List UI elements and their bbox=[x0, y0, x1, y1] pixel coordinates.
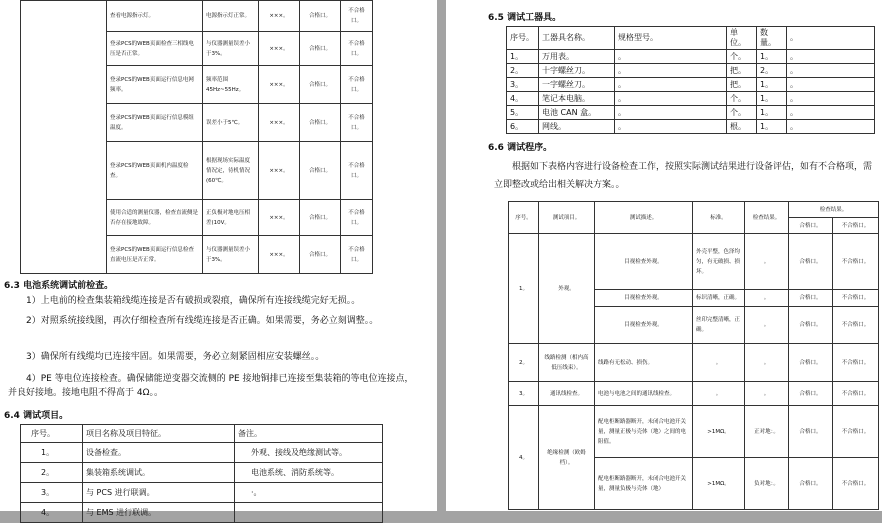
procedure-standard: 丝印完整清晰，正确。 bbox=[693, 307, 745, 344]
tool-unit: 把。 bbox=[727, 78, 757, 92]
tool-name: 笔记本电脑。 bbox=[539, 92, 615, 106]
tool-unit: 根。 bbox=[727, 120, 757, 134]
fail-checkbox[interactable]: 不合格口。 bbox=[341, 32, 373, 66]
check-result: ×××。 bbox=[259, 236, 300, 274]
fail-checkbox[interactable]: 不合格口。 bbox=[341, 104, 373, 142]
item-name: 与 EMS 进行联调。 bbox=[83, 503, 235, 523]
procedure-description: 电池与电池之间的通讯线检查。 bbox=[595, 382, 693, 406]
check-result: ×××。 bbox=[259, 200, 300, 236]
check-result: ×××。 bbox=[259, 1, 300, 32]
column-header: 项目名称及项目特征。 bbox=[83, 425, 235, 443]
check-result: ×××。 bbox=[259, 66, 300, 104]
table-row bbox=[509, 406, 879, 458]
merged-cell bbox=[21, 1, 107, 274]
tool-extra: 。 bbox=[787, 78, 875, 92]
tool-unit: 个。 bbox=[727, 106, 757, 120]
procedure-item: 绝缘检测（欧姆档）。 bbox=[539, 406, 595, 510]
tool-model: 。 bbox=[615, 78, 727, 92]
check-result: ×××。 bbox=[259, 104, 300, 142]
document-page-right bbox=[446, 0, 882, 511]
tool-model: 。 bbox=[615, 64, 727, 78]
tool-extra: 。 bbox=[787, 50, 875, 64]
inverter-check-table bbox=[20, 0, 373, 274]
test-items-table bbox=[20, 424, 383, 523]
procedure-result: 。 bbox=[745, 344, 789, 382]
column-header: 规格型号。 bbox=[615, 27, 727, 50]
check-item: 查看电源指示灯。 bbox=[107, 1, 203, 32]
procedure-table bbox=[508, 201, 879, 510]
fail-checkbox[interactable]: 不合格口。 bbox=[833, 458, 879, 510]
check-item: 登录PCS的WEB页面运行信息电网频率。 bbox=[107, 66, 203, 104]
tool-extra: 。 bbox=[787, 64, 875, 78]
column-header: 序号。 bbox=[21, 425, 83, 443]
table-row bbox=[509, 234, 879, 290]
document-page-left bbox=[0, 0, 437, 517]
section-heading-6-3: 6.3 电池系统调试前检查。 bbox=[4, 281, 114, 291]
fail-checkbox[interactable]: 不合格口。 bbox=[341, 200, 373, 236]
tool-model: 。 bbox=[615, 50, 727, 64]
pass-checkbox[interactable]: 合格口。 bbox=[789, 290, 833, 307]
procedure-standard: 标识清晰，正确。 bbox=[693, 290, 745, 307]
item-note: 外观、接线及绝缘测试等。 bbox=[235, 443, 383, 463]
procedure-standard: 外壳平整，色泽均匀，有无破损、损坏。 bbox=[693, 234, 745, 290]
check-standard: 根据现场实际温度情况定，待机情况(60℃。 bbox=[203, 142, 259, 200]
procedure-result: 。 bbox=[745, 307, 789, 344]
table-row bbox=[509, 344, 879, 382]
table-header-row bbox=[507, 27, 875, 50]
pass-checkbox[interactable]: 合格口。 bbox=[789, 234, 833, 290]
check-result: ×××。 bbox=[259, 32, 300, 66]
pass-checkbox[interactable]: 合格口。 bbox=[789, 406, 833, 458]
table-row bbox=[507, 92, 875, 106]
tool-qty: 2。 bbox=[757, 64, 787, 78]
table-row bbox=[507, 50, 875, 64]
item-note bbox=[235, 503, 383, 523]
column-header: 测试项目。 bbox=[539, 202, 595, 234]
pass-checkbox[interactable]: 合格口。 bbox=[789, 382, 833, 406]
pass-checkbox[interactable]: 合格口。 bbox=[789, 458, 833, 510]
table-header-row bbox=[21, 425, 383, 443]
tools-table bbox=[506, 26, 875, 134]
table-row bbox=[507, 64, 875, 78]
pass-checkbox[interactable]: 合格口。 bbox=[300, 142, 341, 200]
item-name: 集装箱系统调试。 bbox=[83, 463, 235, 483]
fail-checkbox[interactable]: 不合格口。 bbox=[833, 406, 879, 458]
procedure-result: 。 bbox=[745, 382, 789, 406]
item-name: 与 PCS 进行联调。 bbox=[83, 483, 235, 503]
tool-extra: 。 bbox=[787, 92, 875, 106]
procedure-result: 。 bbox=[745, 290, 789, 307]
pass-checkbox[interactable]: 合格口。 bbox=[300, 66, 341, 104]
item-note: ·。 bbox=[235, 483, 383, 503]
check-item: 使用合适的测量仪器，检查直流侧是否存在接地故障。 bbox=[107, 200, 203, 236]
pass-checkbox[interactable]: 合格口。 bbox=[300, 104, 341, 142]
column-header: 检查结果。 bbox=[789, 202, 879, 218]
tool-unit: 把。 bbox=[727, 64, 757, 78]
table-row bbox=[21, 443, 383, 463]
table-row bbox=[21, 463, 383, 483]
column-header: 测试描述。 bbox=[595, 202, 693, 234]
paragraph: 2）对照系统接线图，再次仔细检查所有线缆连接是否正确。如果需要，务必立刻调整。。 bbox=[26, 316, 379, 326]
section-heading-6-6: 6.6 调试程序。 bbox=[488, 143, 553, 153]
pass-checkbox[interactable]: 合格口。 bbox=[789, 307, 833, 344]
tool-model: 。 bbox=[615, 120, 727, 134]
check-result: ×××。 bbox=[259, 142, 300, 200]
column-header: 。 bbox=[787, 27, 875, 50]
tool-unit: 个。 bbox=[727, 50, 757, 64]
procedure-item: 线路检测（相内高低压线束）。 bbox=[539, 344, 595, 382]
check-standard: 误差小于5℃。 bbox=[203, 104, 259, 142]
check-standard: 与仪器测量误差小于3%。 bbox=[203, 236, 259, 274]
section-heading-6-4: 6.4 调试项目。 bbox=[4, 411, 69, 421]
tool-qty: 1。 bbox=[757, 78, 787, 92]
procedure-number: 1。 bbox=[509, 234, 539, 344]
fail-checkbox[interactable]: 不合格口。 bbox=[833, 382, 879, 406]
check-item: 登录PCS的WEB页面检查三相线电压是否正常。 bbox=[107, 32, 203, 66]
tool-name: 十字螺丝刀。 bbox=[539, 64, 615, 78]
column-header: 序号。 bbox=[509, 202, 539, 234]
paragraph: 1）上电前的检查集装箱线缆连接是否有破损或裂痕，确保所有连接线缆完好无损。。 bbox=[26, 296, 361, 306]
table-header-row bbox=[509, 202, 879, 218]
item-note: 电池系统、消防系统等。 bbox=[235, 463, 383, 483]
procedure-standard: 。 bbox=[693, 382, 745, 406]
procedure-number: 2。 bbox=[509, 344, 539, 382]
column-header: 工器具名称。 bbox=[539, 27, 615, 50]
column-header: 数量。 bbox=[757, 27, 787, 50]
check-standard: 电源指示灯正常。 bbox=[203, 1, 259, 32]
tool-qty: 1。 bbox=[757, 120, 787, 134]
procedure-standard: >1MΩ。 bbox=[693, 458, 745, 510]
column-header: 序号。 bbox=[507, 27, 539, 50]
column-header: 检查结果。 bbox=[745, 202, 789, 234]
procedure-result: 。 bbox=[745, 234, 789, 290]
fail-checkbox[interactable]: 不合格口。 bbox=[833, 344, 879, 382]
section-heading-6-5: 6.5 调试工器具。 bbox=[488, 13, 562, 23]
item-number: 4。 bbox=[21, 503, 83, 523]
procedure-number: 3。 bbox=[509, 382, 539, 406]
procedure-description: 配电柜断路器断开，未闭合电池开关量，测量正极与壳体（地）之间的电阻值。 bbox=[595, 406, 693, 458]
pass-checkbox[interactable]: 合格口。 bbox=[300, 236, 341, 274]
column-header: 单位。 bbox=[727, 27, 757, 50]
fail-checkbox[interactable]: 不合格口。 bbox=[341, 142, 373, 200]
procedure-item: 通讯线检查。 bbox=[539, 382, 595, 406]
check-item: 登录PCS的WEB页面机内温度检查。 bbox=[107, 142, 203, 200]
paragraph: 4）PE 等电位连接检查。确保储能逆变器交流侧的 PE 接地铜排已连接至集装箱的等电位连接点，并良好接地。接地电阻不得高于 4Ω。。 bbox=[8, 374, 414, 398]
item-number: 3。 bbox=[21, 483, 83, 503]
pass-checkbox[interactable]: 合格口。 bbox=[789, 344, 833, 382]
check-standard: 频率范围45Hz~55Hz。 bbox=[203, 66, 259, 104]
item-number: 2。 bbox=[21, 463, 83, 483]
tool-name: 电池 CAN 盒。 bbox=[539, 106, 615, 120]
paragraph: 根据如下表格内容进行设备检查工作，按照实际测试结果进行设备评估，如有不合格项，需立即整改或给出相关解决方案。。 bbox=[494, 162, 873, 190]
procedure-item: 外观。 bbox=[539, 234, 595, 344]
tool-number: 6。 bbox=[507, 120, 539, 134]
fail-checkbox[interactable]: 不合格口。 bbox=[341, 1, 373, 32]
procedure-standard: 。 bbox=[693, 344, 745, 382]
procedure-description: 线路有无松动、损伤。 bbox=[595, 344, 693, 382]
tool-extra: 。 bbox=[787, 120, 875, 134]
procedure-result: 正对地：。 bbox=[745, 406, 789, 458]
check-standard: 与仪器测量误差小于3%。 bbox=[203, 32, 259, 66]
column-header: 备注。 bbox=[235, 425, 383, 443]
tool-unit: 个。 bbox=[727, 92, 757, 106]
fail-checkbox[interactable]: 不合格口。 bbox=[833, 307, 879, 344]
table-row bbox=[507, 106, 875, 120]
tool-qty: 1。 bbox=[757, 50, 787, 64]
fail-checkbox[interactable]: 不合格口。 bbox=[341, 66, 373, 104]
check-item: 登录PCS的WEB页面运行信息检查直流电压是否正常。 bbox=[107, 236, 203, 274]
table-row bbox=[507, 120, 875, 134]
tool-model: 。 bbox=[615, 92, 727, 106]
table-row bbox=[507, 78, 875, 92]
procedure-description: 目视检查外观。 bbox=[595, 307, 693, 344]
check-standard: 正负极对地电压相差(10V。 bbox=[203, 200, 259, 236]
tool-name: 万用表。 bbox=[539, 50, 615, 64]
table-row bbox=[21, 483, 383, 503]
table-row bbox=[21, 503, 383, 523]
check-item: 登录PCS的WEB页面运行信息模组温度。 bbox=[107, 104, 203, 142]
tool-name: 网线。 bbox=[539, 120, 615, 134]
procedure-description: 目视检查外观。 bbox=[595, 234, 693, 290]
column-header: 标准。 bbox=[693, 202, 745, 234]
tool-number: 2。 bbox=[507, 64, 539, 78]
tool-qty: 1。 bbox=[757, 106, 787, 120]
tool-qty: 1。 bbox=[757, 92, 787, 106]
column-header: 合格口。 bbox=[789, 218, 833, 234]
procedure-description: 目视检查外观。 bbox=[595, 290, 693, 307]
item-number: 1。 bbox=[21, 443, 83, 463]
tool-number: 1。 bbox=[507, 50, 539, 64]
procedure-description: 配电柜断路器断开，未闭合电池开关量，测量负极与壳体（地） bbox=[595, 458, 693, 510]
procedure-standard: >1MΩ。 bbox=[693, 406, 745, 458]
tool-name: 一字螺丝刀。 bbox=[539, 78, 615, 92]
paragraph: 3）确保所有线缆均已连接牢固。如果需要，务必立刻紧固相应安装螺丝。。 bbox=[26, 352, 325, 362]
fail-checkbox[interactable]: 不合格口。 bbox=[341, 236, 373, 274]
fail-checkbox[interactable]: 不合格口。 bbox=[833, 290, 879, 307]
tool-model: 。 bbox=[615, 106, 727, 120]
procedure-result: 负对地：。 bbox=[745, 458, 789, 510]
fail-checkbox[interactable]: 不合格口。 bbox=[833, 234, 879, 290]
pass-checkbox[interactable]: 合格口。 bbox=[300, 200, 341, 236]
tool-number: 5。 bbox=[507, 106, 539, 120]
pass-checkbox[interactable]: 合格口。 bbox=[300, 32, 341, 66]
pass-checkbox[interactable]: 合格口。 bbox=[300, 1, 341, 32]
table-row bbox=[509, 382, 879, 406]
column-header: 不合格口。 bbox=[833, 218, 879, 234]
procedure-number: 4。 bbox=[509, 406, 539, 510]
table-row bbox=[21, 1, 373, 32]
item-name: 设备检查。 bbox=[83, 443, 235, 463]
tool-number: 3。 bbox=[507, 78, 539, 92]
tool-extra: 。 bbox=[787, 106, 875, 120]
tool-number: 4。 bbox=[507, 92, 539, 106]
